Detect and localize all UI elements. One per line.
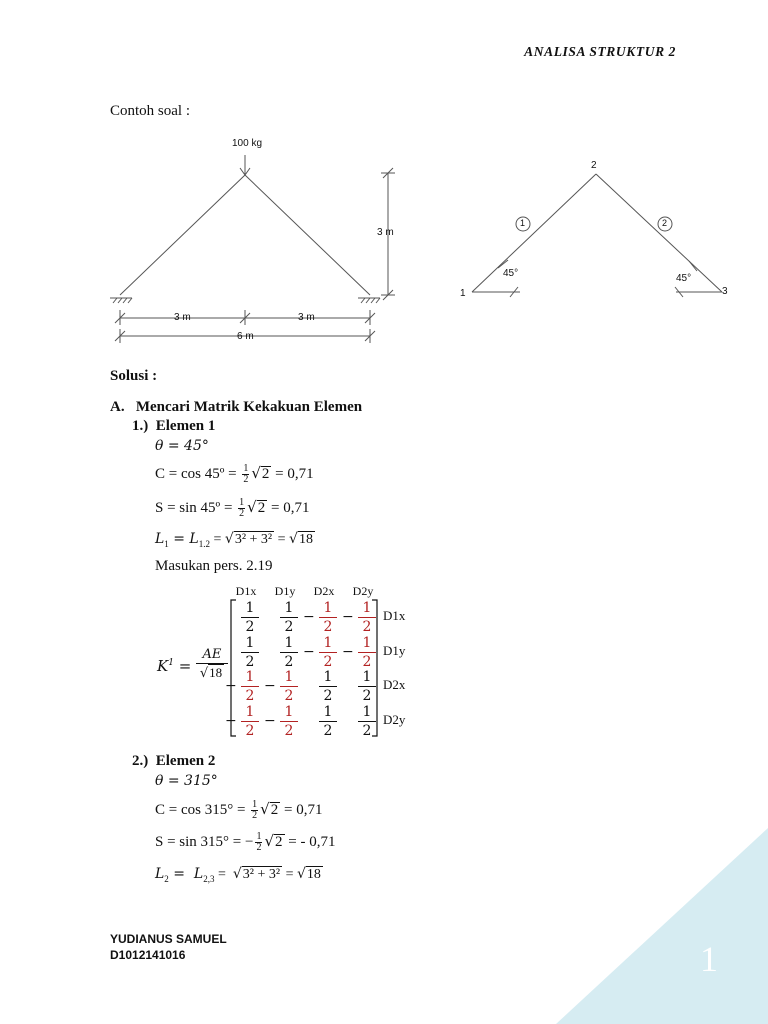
angle-left-label: 45° — [503, 268, 519, 279]
footer-author-id: D1012141016 — [110, 948, 186, 962]
footer-author-name: YUDIANUS SAMUEL — [110, 932, 227, 946]
sqrt-icon: √ — [232, 866, 242, 882]
node-2-label: 2 — [591, 160, 597, 171]
element-2-theta: θ = 315° — [155, 773, 218, 789]
span-label: 6 m — [237, 331, 254, 342]
matrix-cell: 1 2 — [313, 635, 343, 670]
matrix-cell: 1 2 — [274, 600, 304, 635]
element-2-heading: 2.) Elemen 2 — [132, 753, 216, 769]
matrix-cell: 1 2 — [313, 600, 343, 635]
matrix-coefficient: AE √18 — [196, 646, 228, 683]
half-fraction: $\frac{1}{2}$ — [243, 463, 249, 486]
element-2-line — [596, 174, 722, 292]
matrix-minus-sign: − — [225, 678, 237, 694]
matrix-cell: 1 2 — [235, 600, 265, 635]
matrix-cell: 1 2 — [235, 635, 265, 670]
matrix-minus-sign: − — [303, 609, 315, 625]
matrix-cell: 1 2 — [313, 704, 343, 739]
matrix-row-header: D1x — [383, 608, 406, 623]
matrix-cell: 1 2 — [235, 669, 265, 704]
matrix-col-header: D1x — [235, 584, 257, 598]
matrix-col-header: D1y — [274, 584, 296, 598]
sqrt-icon: √ — [296, 866, 306, 882]
element-2-label: 2 — [662, 218, 668, 228]
matrix-row-header: D1y — [383, 643, 406, 658]
angle-right-label: 45° — [676, 273, 692, 284]
solution-label: Solusi : — [110, 368, 158, 384]
page-number: 1 — [700, 939, 718, 979]
matrix-cell: 1 2 — [352, 635, 382, 670]
element-1-line — [472, 174, 596, 292]
sqrt-icon: √ — [289, 531, 298, 547]
element-1-length: $L_1 = L_{1.2} = √3^2 + 3^2 = √18$ — [155, 531, 313, 549]
equation-note: Masukan pers. 2.19 — [155, 558, 273, 574]
section-a-heading: A. Mencari Matrik Kekakuan Elemen — [110, 399, 363, 415]
node-3-label: 3 — [722, 286, 728, 297]
matrix-cell: 1 2 — [274, 635, 304, 670]
element-2-cos: C = cos 315° = $\frac{1}{2}$ √2 = 0,71 — [155, 799, 323, 822]
matrix-cell: 1 2 — [274, 669, 304, 704]
element-2-length: $L_2 = L_{2,3} = √3^2 + 3^2 = √18$ — [155, 866, 321, 884]
matrix-cell: 1 2 — [235, 704, 265, 739]
half-fraction: $\frac{1}{2}$ — [256, 831, 262, 854]
height-label: 3 m — [377, 227, 394, 238]
load-label: 100 kg — [232, 138, 263, 149]
sqrt-icon: √ — [264, 832, 275, 850]
sqrt-icon: √ — [224, 531, 234, 547]
half-right-label: 3 m — [298, 312, 315, 323]
sqrt-icon: √ — [260, 800, 270, 818]
matrix-cell: 1 2 — [352, 704, 382, 739]
matrix-minus-sign: − — [264, 678, 276, 694]
sqrt-icon: √ — [251, 464, 261, 482]
truss-dimension-figure — [100, 135, 420, 350]
support-right — [358, 298, 380, 303]
member-right-line — [245, 175, 370, 295]
support-left — [110, 298, 132, 303]
intro-label: Contoh soal : — [110, 103, 191, 119]
half-fraction: $\frac{1}{2}$ — [252, 799, 258, 822]
matrix-row-header: D2x — [383, 677, 406, 692]
element-2-sin: S = sin 315° = − $\frac{1}{2}$ √2 = - 0,71 — [155, 831, 336, 854]
page-header-title: ANALISA STRUKTUR 2 — [524, 44, 676, 59]
matrix-cell: 1 2 — [313, 669, 343, 704]
element-1-cos: C = cos 45º = $\frac{1}{2}$ √2 = 0,71 — [155, 463, 314, 486]
matrix-cell: 1 2 — [352, 669, 382, 704]
horizontal-dimension-line — [115, 310, 375, 325]
node-1-label: 1 — [460, 288, 466, 299]
matrix-minus-sign: − — [264, 713, 276, 729]
matrix-minus-sign: − — [225, 713, 237, 729]
member-left-line — [120, 175, 245, 295]
matrix-cell: 1 2 — [274, 704, 304, 739]
matrix-row-header: D2y — [383, 712, 406, 727]
element-1-label: 1 — [520, 218, 526, 228]
element-1-sin: S = sin 45º = $\frac{1}{2}$ √2 = 0,71 — [155, 497, 310, 520]
matrix-minus-sign: − — [303, 644, 315, 660]
sqrt-icon: √ — [247, 498, 257, 516]
element-1-heading: 1.) Elemen 1 — [132, 418, 216, 434]
matrix-col-header: D2y — [352, 584, 374, 598]
half-fraction: $\frac{1}{2}$ — [239, 497, 245, 520]
matrix-minus-sign: − — [342, 609, 354, 625]
matrix-col-header: D2x — [313, 584, 335, 598]
half-left-label: 3 m — [174, 312, 191, 323]
matrix-label: $K^1$ = — [157, 657, 192, 675]
element-1-theta: θ = 45° — [155, 438, 209, 454]
matrix-cell: 1 2 — [352, 600, 382, 635]
matrix-minus-sign: − — [342, 644, 354, 660]
